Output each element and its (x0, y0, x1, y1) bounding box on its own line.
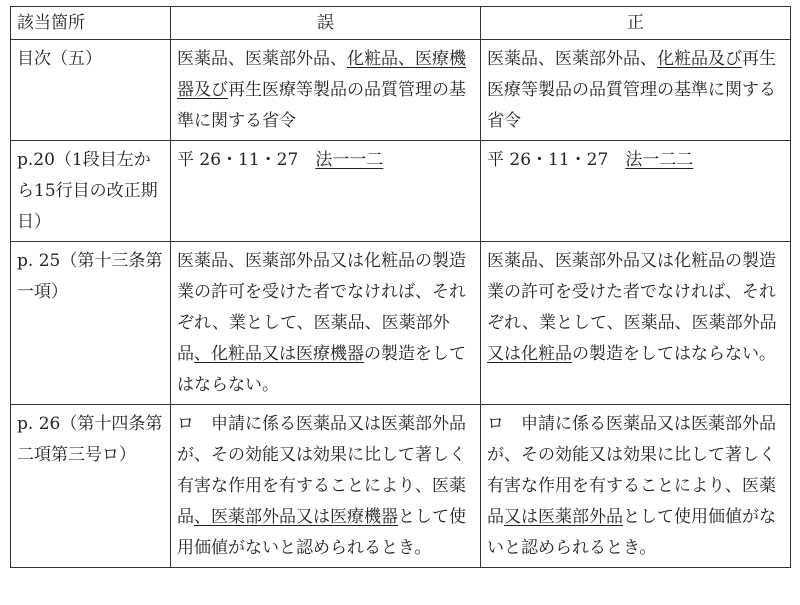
table-row (11, 405, 791, 568)
text: 平 26・11・27 (487, 150, 626, 170)
text: ロ 申請に係る医薬品又は医薬部外品が、その効能又は効果に比して著しく有害な作用を有することにより、医薬品 (487, 414, 776, 527)
underlined-text: 法一二二 (625, 150, 694, 170)
correct-cell (481, 242, 791, 405)
text: 医薬品、医薬部外品又は化粧品の製造業の許可を受けた者でなければ、それぞれ、業として、 (487, 251, 776, 333)
text: 再生医療等製品の品質管理の基準に関する省令 (177, 80, 466, 131)
text: 医薬品、医薬部外品、 (177, 49, 347, 69)
underlined-text: 又は医薬部外品 (504, 507, 623, 527)
header-correct: 正 (481, 7, 791, 40)
table-row (11, 40, 791, 141)
table-row (11, 141, 791, 242)
wrong-cell (171, 40, 481, 141)
text: 平 26・11・27 (177, 150, 316, 170)
text: 再生医療等製品の品質管理の基準に関する省令 (487, 49, 776, 131)
underlined-text: 、化粧品又は医療機器 (194, 344, 364, 364)
text: 医薬品、医薬部外品 (623, 313, 777, 333)
location-cell: p.20（1段目左から15行目の改正期日） (11, 141, 171, 242)
text: の製造をしてはならない。 (572, 344, 776, 364)
wrong-cell (171, 405, 481, 568)
wrong-cell (171, 242, 481, 405)
header-location: 該当箇所 (11, 7, 171, 40)
text: 医薬品、医薬部外品、 (487, 49, 657, 69)
location-cell: p. 26（第十四条第二項第三号ロ） (11, 405, 171, 568)
correct-cell (481, 40, 791, 141)
correct-cell (481, 141, 791, 242)
header-row (11, 7, 791, 40)
underlined-text: 法一一二 (315, 150, 384, 170)
text: の製造をしてはならない。 (177, 344, 466, 395)
underlined-text: 、医薬部外品又は医療機器 (194, 507, 398, 527)
correct-cell (481, 405, 791, 568)
underlined-text: 又は (487, 344, 521, 364)
location-cell: p. 25（第十三条第一項） (11, 242, 171, 405)
underlined-text: 化粧品 (521, 344, 572, 364)
text: として使用価値がないと認められるとき。 (177, 507, 466, 558)
header-wrong: 誤 (171, 7, 481, 40)
text: として使用価値がないと認められるとき。 (487, 507, 776, 558)
underlined-text: 化粧品及び (657, 49, 742, 69)
underlined-text: 化粧品、医療機器及び (177, 49, 466, 100)
text: 医薬品、医薬部外品又は化粧品の製造業の許可を受けた者でなければ、それぞれ、業として、医薬品、医薬部外品 (177, 251, 466, 364)
text: ロ 申請に係る医薬品又は医薬部外品が、その効能又は効果に比して著しく有害な作用を有することにより、医薬品 (177, 414, 466, 527)
table-row (11, 242, 791, 405)
errata-table (10, 6, 791, 568)
wrong-cell (171, 141, 481, 242)
location-cell: 目次（五） (11, 40, 171, 141)
